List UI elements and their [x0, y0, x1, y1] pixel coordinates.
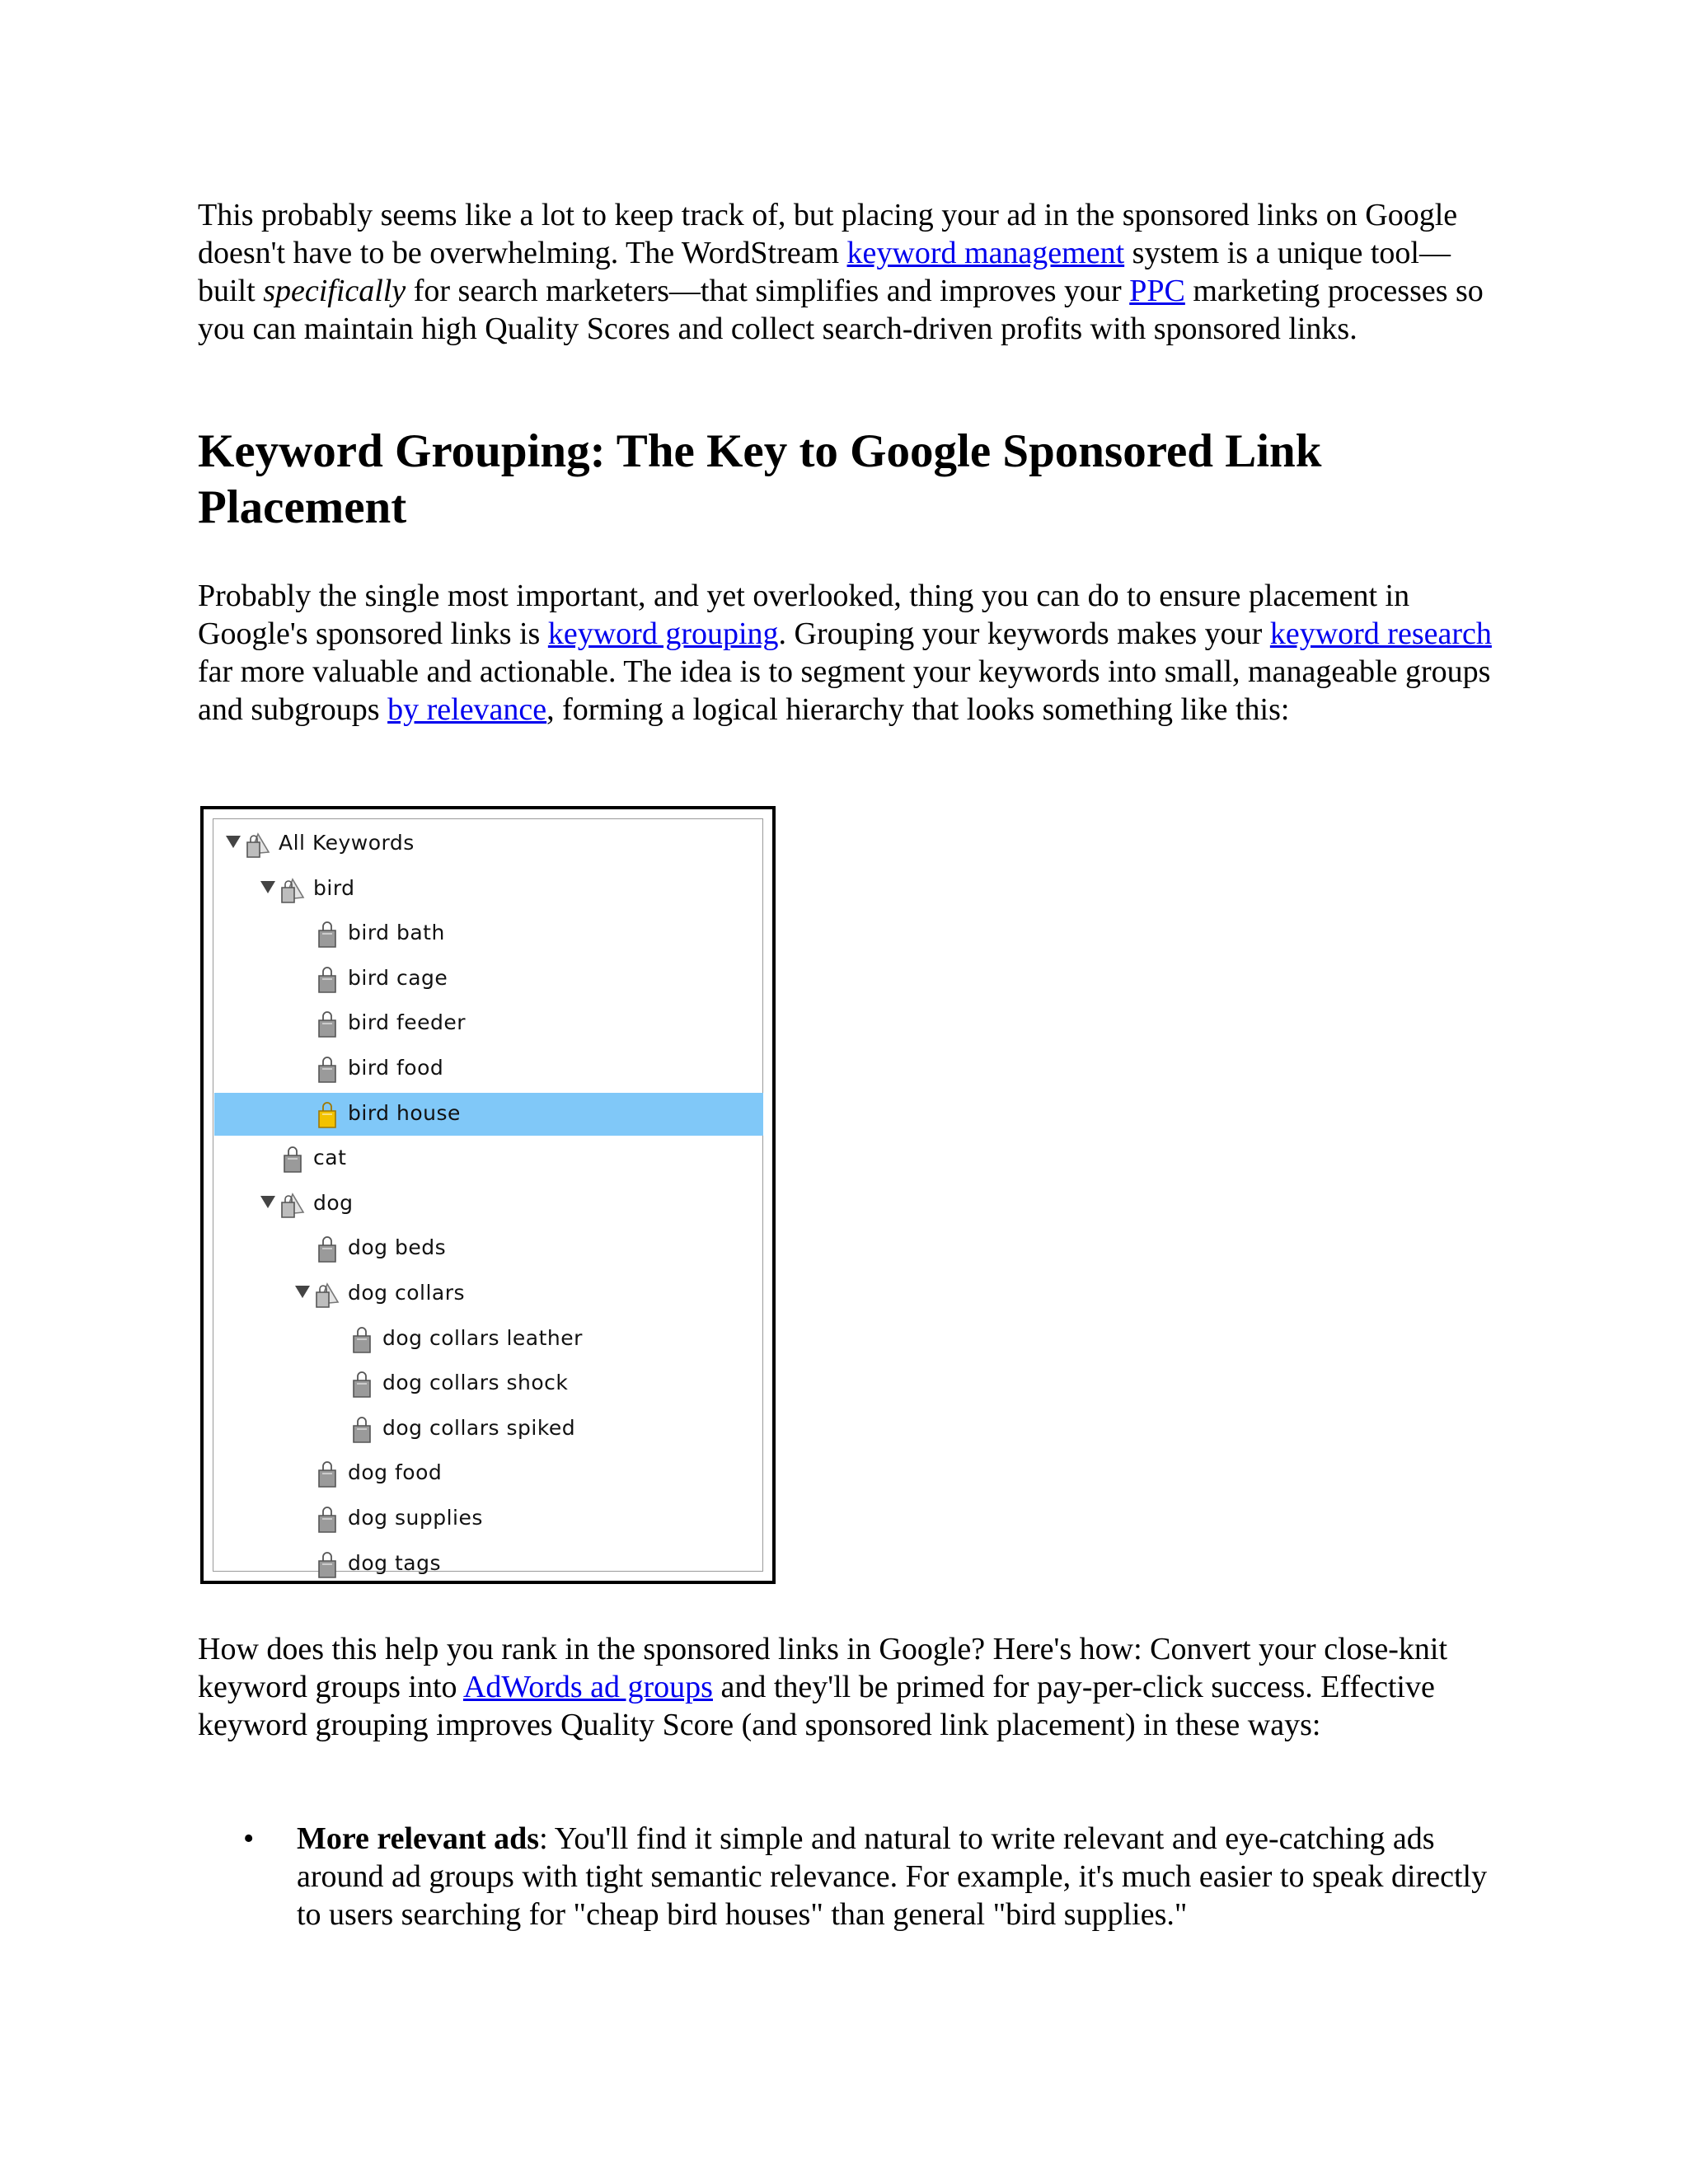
keyword-bag-icon [279, 1144, 307, 1175]
tree-item-label: dog [313, 1190, 354, 1215]
tree-item[interactable] [214, 958, 763, 1001]
keyword-bag-icon [313, 1054, 341, 1085]
keyword-tree [213, 818, 763, 1575]
tree-item[interactable] [214, 1272, 763, 1315]
expand-triangle-icon[interactable] [295, 1286, 310, 1298]
tree-item-label: dog collars spiked [382, 1415, 576, 1440]
keyword-bag-icon [313, 1504, 341, 1535]
tree-item-label: dog collars [348, 1281, 466, 1305]
keyword-research-link[interactable]: keyword research [1269, 616, 1492, 651]
tree-item[interactable] [214, 1543, 763, 1586]
tree-item[interactable] [214, 1408, 763, 1451]
section-heading: Keyword Grouping: The Key to Google Sponsored Link Placement [198, 425, 1322, 533]
keyword-bag-icon [313, 1549, 341, 1581]
grouping-paragraph: Probably the single most important, and yet overlooked, thing you can do to ensure placement in Google's sponsored links is keyword grouping. Grouping your keywords makes your keyword research far more valuable and actionable. The idea is to segment your keywords into small, manageable groups and subgroups by relevance, forming a logical hierarchy that looks something like this: [198, 579, 1492, 727]
list-item [198, 1820, 1500, 1933]
tree-item[interactable] [214, 823, 763, 865]
tree-item-label: bird cage [348, 965, 448, 990]
keyword-bag-icon [348, 1324, 376, 1356]
keyword-bag-icon [313, 1099, 341, 1131]
by-relevance-link[interactable]: by relevance [387, 692, 547, 727]
tree-item[interactable] [214, 1137, 763, 1180]
tree-item[interactable] [214, 912, 763, 955]
expand-triangle-icon[interactable] [260, 1196, 275, 1208]
intro-paragraph: This probably seems like a lot to keep track of, but placing your ad in the sponsored links on Google doesn't have to be overwhelming. The WordStream keyword management system is a unique tool—built specifically for search marketers—that simplifies and improves your PPC marketing processes so you can maintain high Quality Scores and collect search-driven profits with sponsored links. [198, 198, 1484, 346]
tree-item-label: bird [313, 875, 355, 900]
tree-item[interactable] [214, 1093, 763, 1136]
tree-item[interactable] [214, 1183, 763, 1226]
expand-triangle-icon[interactable] [260, 881, 275, 893]
tree-item[interactable] [214, 1047, 763, 1090]
keyword-bag-icon [313, 919, 341, 950]
bullet-text: : You'll find it simple and natural to write relevant and eye-catching ads around ad groups with tight semantic relevance. For example, it's much easier to speak directly to users searching for "cheap bird houses" than general "bird supplies." [297, 1821, 1488, 1932]
keyword-grouping-link[interactable]: keyword grouping [547, 616, 779, 651]
keyword-bag-icon [313, 1459, 341, 1490]
tree-item-label: bird bath [348, 921, 445, 945]
keyword-management-link[interactable]: keyword management [846, 236, 1125, 270]
expand-triangle-icon[interactable] [226, 836, 241, 848]
ranking-paragraph: How does this help you rank in the sponsored links in Google? Here's how: Convert your close-knit keyword groups into AdWords ad groups and they'll be primed for pay-per-click success. Effective keyword grouping improves Quality Score (and sponsored link placement) in these ways: [198, 1632, 1448, 1742]
benefits-list [198, 1820, 1500, 1933]
keyword-tree-screenshot [200, 806, 776, 1584]
ppc-link[interactable]: PPC [1129, 274, 1185, 308]
tree-item-label: dog collars leather [382, 1325, 583, 1350]
keyword-bag-icon [313, 964, 341, 996]
keyword-bag-icon [348, 1414, 376, 1446]
tree-item-label: bird feeder [348, 1010, 467, 1035]
keyword-bag-icon [313, 1009, 341, 1040]
group-bag-icon [279, 1189, 307, 1221]
tree-item[interactable] [214, 1452, 763, 1495]
bullet-marker: • [243, 1821, 255, 1856]
tree-item-label: dog tags [348, 1550, 441, 1575]
tree-item-label: All Keywords [279, 831, 415, 855]
emphasis-specifically: specifically [263, 274, 406, 308]
tree-item[interactable] [214, 1227, 763, 1270]
tree-item-label: dog collars shock [382, 1371, 569, 1395]
group-bag-icon [279, 874, 307, 906]
group-bag-icon [313, 1279, 341, 1310]
tree-item-label: bird food [348, 1056, 444, 1080]
tree-item[interactable] [214, 1002, 763, 1045]
tree-item[interactable] [214, 1362, 763, 1405]
tree-item[interactable] [214, 868, 763, 911]
tree-item-label: dog supplies [348, 1506, 483, 1530]
keyword-bag-icon [313, 1234, 341, 1265]
tree-item[interactable] [214, 1497, 763, 1540]
keyword-bag-icon [348, 1369, 376, 1400]
tree-item[interactable] [214, 1318, 763, 1361]
bullet-title: More relevant ads [297, 1821, 540, 1856]
adwords-ad-groups-link[interactable]: AdWords ad groups [462, 1670, 713, 1704]
tree-item-label: cat [313, 1146, 347, 1170]
tree-item-label: bird house [348, 1100, 461, 1125]
tree-item-label: dog food [348, 1460, 443, 1485]
group-bag-icon [244, 829, 272, 860]
tree-item-label: dog beds [348, 1235, 447, 1260]
